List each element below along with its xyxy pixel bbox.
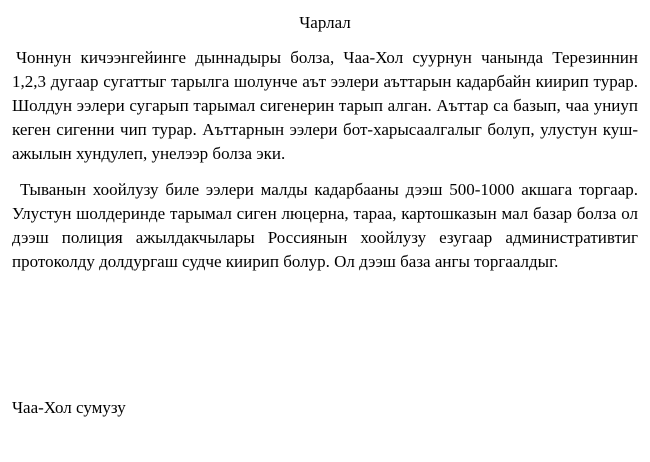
document-page xyxy=(12,12,638,452)
signature: Чаа-Хол сумузу xyxy=(12,398,126,417)
document-title: Чарлал xyxy=(299,13,351,32)
paragraph-1: Чоннун кичээнгейинге дыннадыры болза, Чаа-Хол суурнун чанында Терезиннин 1,2,3 дугаар сугаттыг тарылга шолунче аът ээлери аъттарын кадарбайн киирип турар. Шолдун ээлери сугарып тарымал сигенерин тарып алган. Аъттар са базып, чаа униуп кеген сигенни чип турар. Аъттарнын ээлери бот-харысаалгалыг болуп, улустун куш-ажылын хундулеп, унелээр болза эки. xyxy=(12,48,638,163)
paragraph-2: Тыванын хоойлузу биле ээлери малды кадарбааны дээш 500-1000 акшага торгаар. Улустун шолдеринде тарымал сиген люцерна, тараа, картошказын мал базар болза ол дээш полиция ажылдакчылары Россиянын хоойлузу езугаар административтиг протоколду долдургаш судче киирип болур. Ол дээш база ангы торгаалдыг. xyxy=(12,180,638,271)
